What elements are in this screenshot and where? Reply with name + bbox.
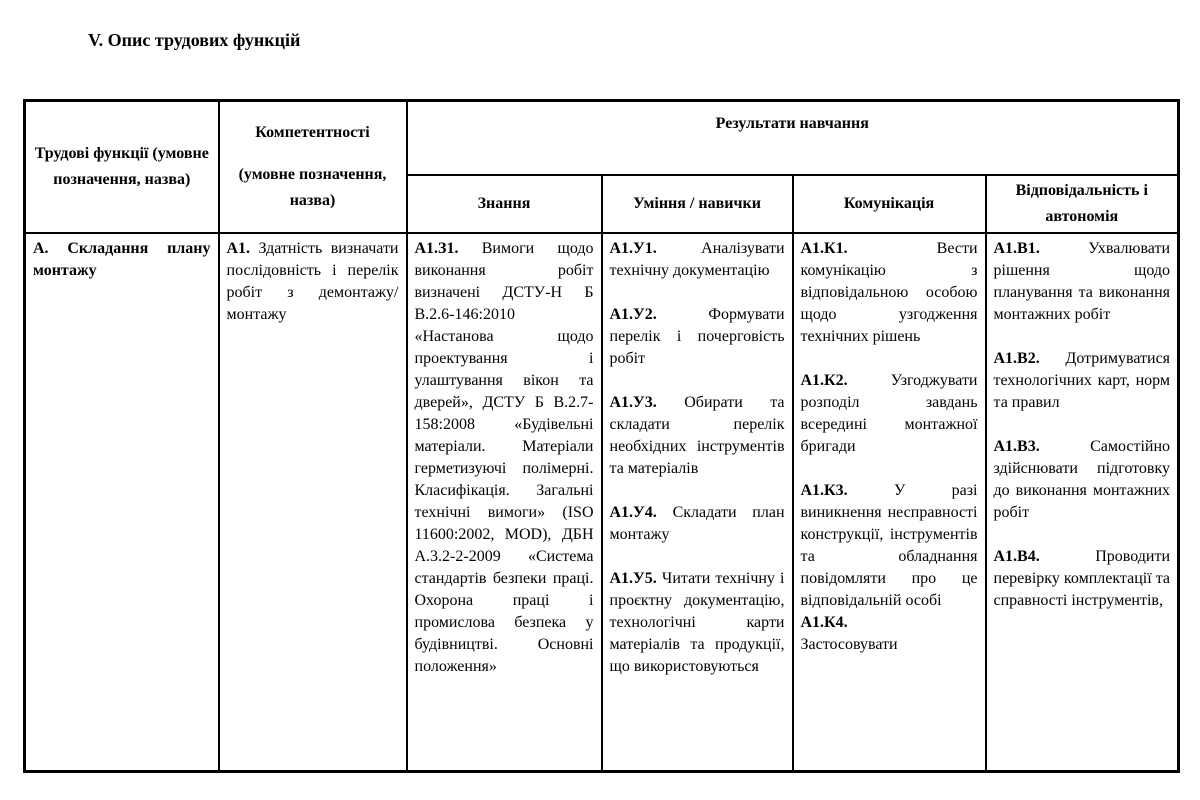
- labor-functions-table: [23, 99, 1180, 773]
- item-code: А1.У1.: [609, 239, 657, 257]
- cell-paragraph: А1.В3. Самостійно здійснювати підготовку до виконання монтажних робіт: [993, 437, 1171, 521]
- item-code: А1.У3.: [609, 393, 657, 411]
- header-knowledge: Знання: [407, 175, 602, 233]
- cell-paragraph: А1.У1. Аналізувати технічну документацію: [609, 239, 785, 279]
- header-labor-functions: [25, 101, 219, 233]
- item-code: А1.К4.: [800, 613, 848, 631]
- item-code: А1.В1.: [993, 239, 1040, 257]
- header-results: Результати навчання: [407, 101, 1179, 175]
- cell-paragraph: А1.У3. Обирати та складати перелік необхідних інструментів та матеріалів: [609, 393, 785, 477]
- cell-paragraph: А1. Здатність визначати послідовність і перелік робіт з демонтажу/монтажу: [226, 239, 399, 323]
- header-communication: Комунікація: [793, 175, 986, 233]
- header-competences-title: Компетентності: [255, 123, 370, 141]
- cell-paragraph: А1.У5. Читати технічну і проєктну документацію, технологічні карти матеріалів та продукції, що використовуються: [609, 569, 785, 675]
- item-code: А1.З1.: [414, 239, 459, 257]
- item-code: А1.К2.: [800, 371, 848, 389]
- cell-paragraph: А1.З1. Вимоги щодо виконання робіт визначені ДСТУ-Н Б В.2.6-146:2010 «Настанова щодо проектування і улаштування вікон та дверей», ДСТУ Б В.2.7-158:2008 «Будівельні матеріали. Матеріали герметизуючі полімерні. Класифікація. Загальні технічні вимоги» (ISO 11600:2002, MOD), ДБН А.3.2-2-2009 «Система стандартів безпеки праці. Охорона праці і промислова безпека у будівництві. Основні положення»: [414, 239, 594, 675]
- header-skills: Уміння / навички: [602, 175, 793, 233]
- item-code: А1.В3.: [993, 437, 1040, 455]
- cell-responsibility: [986, 233, 1179, 772]
- item-code: А1.У4.: [609, 503, 657, 521]
- cell-paragraph: А1.У2. Формувати перелік і почерговість робіт: [609, 305, 785, 367]
- item-code: А1.К1.: [800, 239, 848, 257]
- item-code: А1.У5.: [609, 569, 657, 587]
- cell-paragraph: А1.У4. Складати план монтажу: [609, 503, 785, 543]
- cell-labor-function: [25, 233, 219, 772]
- labor-function-label: А. Складання плану монтажу: [33, 239, 211, 279]
- cell-paragraph: А1.В4. Проводити перевірку комплектації та справності інструментів,: [993, 547, 1171, 609]
- cell-paragraph: А1.К3. У разі виникнення несправності конструкції, інструментів та обладнання повідомляти про це відповідальній особі: [800, 481, 978, 609]
- item-code: А1.: [226, 239, 251, 257]
- header-competences-subtitle: (умовне позначення, назва): [238, 165, 387, 209]
- cell-paragraph: А1.К4. Застосовувати: [801, 612, 978, 656]
- item-code: А1.В2.: [993, 349, 1040, 367]
- item-code: А1.В4.: [993, 547, 1040, 565]
- cell-knowledge: [407, 233, 602, 772]
- item-code: А1.К3.: [800, 481, 848, 499]
- table-row: [25, 233, 1179, 772]
- cell-communication: [793, 233, 986, 772]
- cell-paragraph: А1.К2. Узгоджувати розподіл завдань всередині монтажної бригади: [800, 371, 978, 455]
- header-competences: [219, 101, 407, 233]
- item-code: А1.У2.: [609, 305, 657, 323]
- cell-paragraph: А1.В2. Дотримуватися технологічних карт, норм та правил: [993, 349, 1171, 411]
- cell-competence: [219, 233, 407, 772]
- cell-paragraph: А1.В1. Ухвалювати рішення щодо планування та виконання монтажних робіт: [993, 239, 1171, 323]
- cell-paragraph: А1.К1. Вести комунікацію з відповідальною особою щодо узгодження технічних рішень: [800, 239, 978, 345]
- header-responsibility: Відповідальність і автономія: [986, 175, 1179, 233]
- cell-skills: [602, 233, 793, 772]
- page-title: V. Опис трудових функцій: [88, 30, 301, 50]
- header-labor-functions-label: Трудові функції (умовне позначення, назва): [34, 144, 209, 188]
